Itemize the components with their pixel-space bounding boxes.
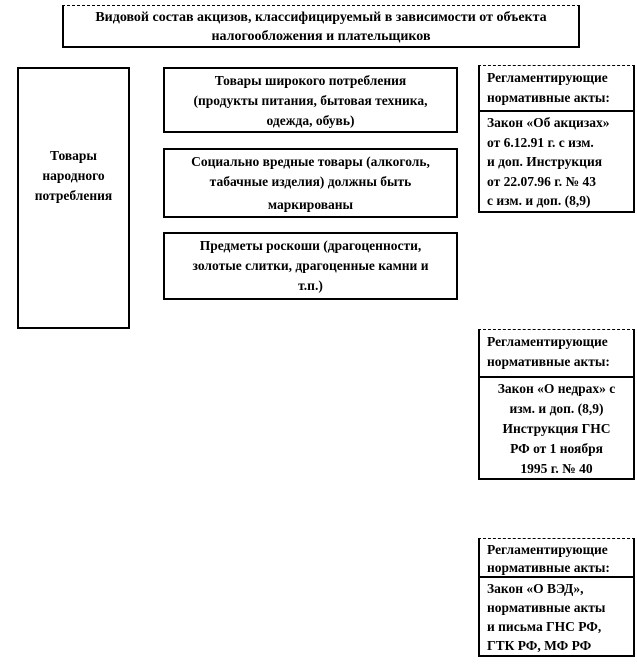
mid-box-3-line-1: Предметы роскоши (драгоценности, [199,238,422,253]
mid-box-2-line-2: табачные изделия) должны быть [209,174,412,189]
rg3-body-line-4: ГТК РФ, МФ РФ [487,638,592,653]
rg1-body-line-1: Закон «Об акцизах» [487,115,610,130]
rg1-body-line-4: от 22.07.96 г. № 43 [487,173,597,189]
regulatory-acts-body-ved-law [478,578,635,657]
rg2-body-line-5: 1995 г. № 40 [520,461,593,476]
regulatory-acts-body-excise-law [478,112,635,213]
mid-box-2-line-3: маркированы [267,197,354,212]
item-box-luxury-items [163,232,458,300]
title-line-1: Видовой состав акцизов, классифицируемый в зависимости от объекта [95,10,547,25]
rg3-body-line-3: и письма ГНС РФ, [487,619,602,634]
rg1-body-line-5: с изм. и доп. (8,9) [487,193,591,208]
rg3-body-line-2: нормативные акты [487,600,606,615]
rg3-body-line-1: Закон «О ВЭД», [487,581,584,596]
rg2-header-line-1: Регламентирующие [487,334,608,349]
mid-box-1-line-2: (продукты питания, бытовая техника, [193,93,428,108]
item-box-socially-harmful-goods [163,148,458,218]
rg1-header-line-1: Регламентирующие [487,70,608,85]
rg3-header-line-2: нормативные акты: [487,560,610,575]
item-box-mass-consumption-goods [163,67,458,133]
left-box-line-1: Товары [50,147,97,163]
regulatory-acts-header-2 [478,329,635,378]
regulatory-acts-header-1 [478,65,635,112]
mid-box-3-line-3: т.п.) [298,278,323,293]
rg2-body-line-4: РФ от 1 ноября [510,441,603,456]
title-line-2: налогообложения и плательщиков [211,29,431,44]
rg1-header-line-2: нормативные акты: [487,90,610,105]
rg2-header-line-2: нормативные акты: [487,354,610,369]
rg3-header-line-1: Регламентирующие [487,542,608,557]
rg2-body-line-1: Закон «О недрах» с [497,381,616,396]
mid-box-3-line-2: золотые слитки, драгоценные камни и [192,258,429,273]
left-box-line-3: потребления [34,187,113,203]
mid-box-1-line-3: одежда, обувь) [266,113,355,128]
title-box [62,5,580,48]
regulatory-acts-header-3 [478,538,635,578]
rg1-body-line-2: от 6.12.91 г. с изм. [487,134,594,150]
rg2-body-line-2: изм. и доп. (8,9) [509,401,604,416]
rg2-body-line-3: Инструкция ГНС [502,421,611,436]
rg1-body-line-3: и доп. Инструкция [487,154,603,169]
category-box-consumer-goods [17,67,130,329]
mid-box-1-line-1: Товары широкого потребления [214,73,407,88]
left-box-line-2: народного [42,167,105,183]
regulatory-acts-body-subsoil-law [478,378,635,480]
mid-box-2-line-1: Социально вредные товары (алкоголь, [191,154,430,169]
